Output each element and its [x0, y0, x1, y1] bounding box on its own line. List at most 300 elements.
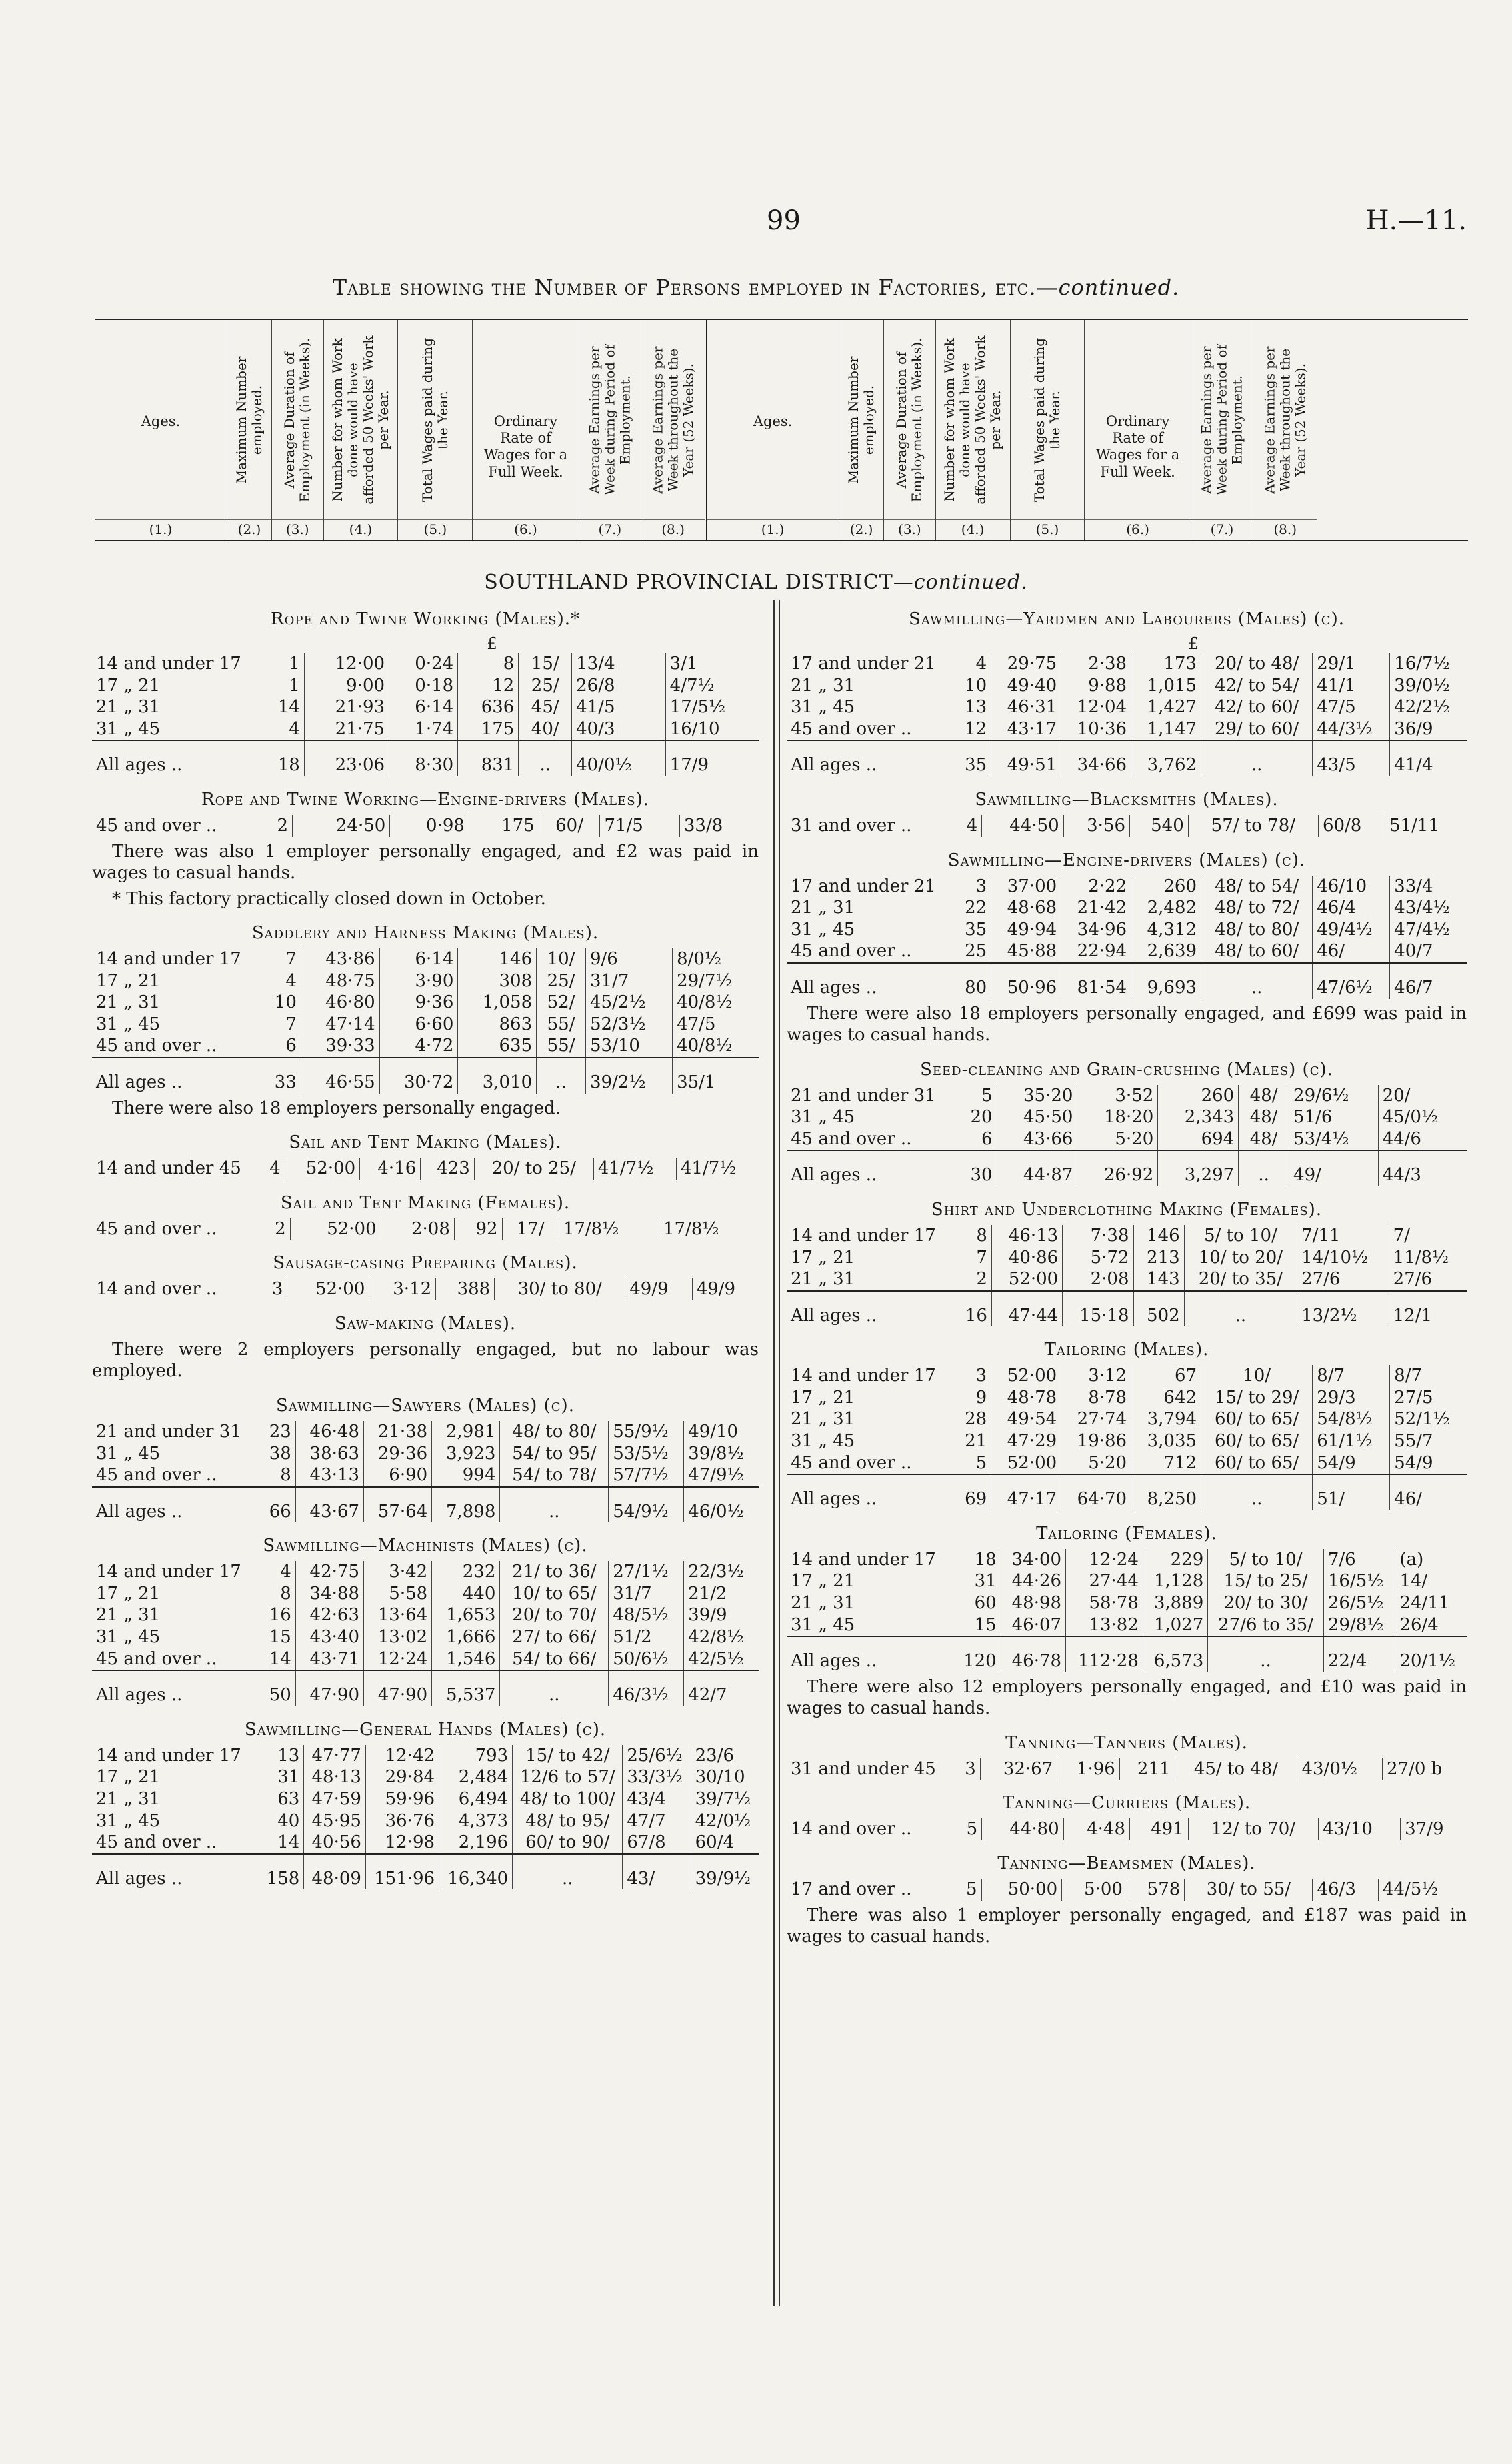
table-row: [787, 1879, 1467, 1901]
table-cell: 17 and under 21: [791, 654, 936, 674]
district-heading: [0, 571, 1512, 594]
table-cell: 17 „ 21: [96, 1767, 161, 1788]
table-cell: 8·78: [1061, 1387, 1131, 1409]
table-cell: 51/2: [609, 1626, 684, 1648]
table-cell: 7: [260, 1014, 301, 1036]
table-cell: 1,147: [1131, 718, 1201, 741]
table-cell: 40·56: [304, 1832, 366, 1854]
table-cell: 6: [955, 1128, 997, 1151]
table-cell: 4: [955, 815, 982, 837]
table-cell: 2,981: [432, 1421, 500, 1443]
table-cell: 30: [955, 1150, 997, 1186]
table-cell: 4·72: [379, 1035, 458, 1058]
table-cell: 40/8½: [677, 1036, 733, 1056]
table-cell: 16: [260, 1604, 295, 1626]
table-cell: 49·54: [991, 1408, 1061, 1430]
table-cell: 39/8½: [688, 1443, 744, 1464]
table-cell: 14 and under 17: [791, 1366, 936, 1386]
column-header-number: (5.): [398, 519, 472, 537]
table-cell: 15·18: [1063, 1291, 1133, 1327]
table-cell: 43/4: [623, 1788, 691, 1810]
table-cell: 80: [955, 963, 991, 999]
section-title: Rope and Twine Working—Engine-drivers (Males).: [201, 789, 649, 810]
table-cell: 9,693: [1131, 963, 1201, 999]
table-cell: 47/6½: [1313, 963, 1390, 999]
table-cell: 211: [1119, 1758, 1175, 1780]
table-cell: 14/10½: [1297, 1247, 1389, 1269]
table-section: [92, 1536, 759, 1706]
column-header: [936, 320, 1011, 540]
table-cell: All ages ..: [96, 1501, 183, 1522]
column-header: [473, 320, 579, 540]
table-row: [787, 696, 1467, 718]
table-row: [787, 940, 1467, 963]
table-cell: 35: [955, 740, 991, 776]
table-row: [92, 1648, 759, 1671]
section-note: There were also 18 employers personally engaged, and £699 was paid in wages to casual hands.: [787, 1003, 1467, 1046]
table-cell: 60/8: [1318, 815, 1385, 837]
total-row: [787, 1474, 1467, 1510]
table-cell: 10/ to 65/: [500, 1583, 609, 1605]
data-table: [787, 1365, 1467, 1510]
table-cell: 60/ to 65/: [1201, 1452, 1313, 1475]
table-cell: 23/6: [695, 1745, 735, 1766]
table-cell: 49/9: [696, 1279, 736, 1300]
table-cell: 388: [436, 1278, 495, 1300]
main-title-suffix: continued.: [1058, 275, 1180, 300]
table-cell: 54/ to 66/: [500, 1648, 609, 1671]
table-cell: 21 „ 31: [791, 1593, 855, 1614]
table-cell: 17 and over ..: [791, 1879, 912, 1899]
table-cell: 42/7: [688, 1685, 727, 1706]
table-cell: 39/0½: [1394, 675, 1450, 696]
table-cell: 66: [260, 1487, 295, 1523]
table-cell: 31 and over ..: [791, 815, 912, 836]
table-cell: 26/8: [572, 675, 666, 697]
table-cell: 47/9½: [688, 1465, 744, 1486]
table-cell: 4: [260, 970, 301, 992]
table-cell: 24/11: [1399, 1593, 1450, 1614]
table-cell: 578: [1127, 1879, 1184, 1901]
table-cell: 2·38: [1061, 653, 1131, 675]
table-cell: 16,340: [439, 1854, 513, 1890]
table-cell: 20/ to 48/: [1201, 653, 1313, 675]
column-header-number: (2.): [839, 519, 883, 537]
table-cell: 47·90: [363, 1670, 431, 1706]
table-cell: 36/9: [1394, 718, 1433, 739]
table-cell: 12·00: [304, 653, 389, 675]
table-cell: 31 „ 45: [96, 718, 161, 739]
column-header-label: Total Wages paid during the Year.: [1031, 337, 1063, 503]
table-cell: 11/8½: [1393, 1247, 1449, 1268]
table-row: [787, 876, 1467, 898]
section-title: Tanning—Tanners (Males).: [1005, 1732, 1248, 1753]
table-cell: 42/2½: [1394, 697, 1450, 718]
table-cell: 10/: [537, 948, 586, 970]
table-cell: 13: [260, 1745, 304, 1767]
table-cell: 41/1: [1313, 675, 1390, 697]
table-cell: 12·04: [1061, 696, 1131, 718]
table-row: [92, 992, 759, 1014]
table-cell: 232: [432, 1561, 500, 1583]
table-cell: 64·70: [1061, 1474, 1131, 1510]
table-cell: 18: [955, 1549, 1001, 1571]
table-cell: 994: [432, 1464, 500, 1487]
table-cell: 8/0½: [677, 949, 722, 970]
table-cell: 2: [955, 1268, 991, 1291]
table-row: [787, 1592, 1467, 1614]
table-row: [92, 675, 759, 697]
table-cell: 22·94: [1061, 940, 1131, 963]
table-cell: 52·00: [287, 1278, 369, 1300]
table-cell: 69: [955, 1474, 991, 1510]
table-cell: 18: [260, 740, 304, 776]
table-cell: 2: [260, 815, 293, 837]
column-header: [398, 320, 473, 540]
table-cell: 53/4½: [1289, 1128, 1379, 1151]
column-header-label: Average Earnings per Week throughout the Year (52 Weeks).: [1261, 346, 1309, 494]
table-cell: 2,639: [1131, 940, 1201, 963]
table-cell: 3: [260, 1278, 287, 1300]
table-cell: 423: [421, 1158, 475, 1180]
section-title: Shirt and Underclothing Making (Females).: [931, 1199, 1323, 1220]
table-cell: 43·66: [997, 1128, 1077, 1151]
table-cell: 54/ to 78/: [500, 1464, 609, 1487]
table-cell: 146: [458, 948, 537, 970]
column-header-label: Average Earnings per Week throughout the Year (52 Weeks).: [649, 346, 697, 494]
table-cell: 16/5½: [1323, 1570, 1395, 1592]
table-cell: 17 „ 21: [791, 1571, 855, 1592]
table-cell: 3: [955, 1365, 991, 1387]
table-cell: 54/9: [1394, 1452, 1433, 1473]
table-cell: 5: [955, 1879, 981, 1901]
table-cell: 45 and over ..: [96, 1465, 217, 1486]
section-title: Tailoring (Males).: [1044, 1340, 1209, 1360]
table-cell: 4·16: [360, 1158, 421, 1180]
data-table: [787, 815, 1467, 837]
table-cell: 46·31: [991, 696, 1061, 718]
table-cell: 63: [260, 1788, 304, 1810]
table-cell: 46·55: [301, 1058, 379, 1094]
table-cell: 45 and over ..: [96, 1036, 217, 1056]
section-title: Sawmilling—Sawyers (Males) (c).: [276, 1395, 575, 1416]
table-cell: 1,427: [1131, 696, 1201, 718]
table-cell: 47·44: [991, 1291, 1062, 1327]
table-cell: 21/2: [688, 1583, 727, 1604]
table-cell: 31/7: [609, 1583, 684, 1605]
section-note: There were 2 employers personally engaged, but no labour was employed.: [92, 1339, 759, 1382]
table-cell: All ages ..: [791, 1165, 877, 1186]
table-cell: 20/: [1382, 1085, 1411, 1106]
table-cell: 20/ to 25/: [474, 1158, 593, 1180]
table-cell: 29/ to 60/: [1201, 718, 1313, 741]
table-cell: 34·96: [1061, 919, 1131, 941]
table-cell: 8: [458, 653, 519, 675]
table-cell: 47·17: [991, 1474, 1061, 1510]
table-cell: 29·75: [991, 653, 1061, 675]
table-cell: 49/4½: [1313, 919, 1390, 941]
table-cell: 8/7: [1394, 1366, 1422, 1386]
table-cell: 50·00: [981, 1879, 1062, 1901]
table-cell: 34·88: [295, 1583, 363, 1605]
table-cell: 4: [260, 718, 304, 741]
table-cell: 48/: [1239, 1128, 1289, 1151]
table-row: [92, 1745, 759, 1767]
table-cell: 27/1½: [609, 1561, 684, 1583]
table-cell: 12/1: [1393, 1305, 1432, 1326]
total-row: [92, 740, 759, 776]
table-row: [92, 1014, 759, 1036]
table-row: [787, 1387, 1467, 1409]
table-cell: 67: [1131, 1365, 1201, 1387]
total-row: [787, 1291, 1467, 1327]
table-cell: 54/ to 95/: [500, 1443, 609, 1465]
table-cell: 31 „ 45: [96, 1810, 161, 1831]
column-header-label: Ages.: [141, 413, 181, 429]
table-cell: 48·98: [1001, 1592, 1065, 1614]
table-cell: 173: [1131, 653, 1201, 675]
table-cell: 13·02: [363, 1626, 431, 1648]
table-cell: 175: [458, 718, 519, 741]
table-cell: 27/6 to 35/: [1208, 1614, 1324, 1637]
section-title: Sawmilling—Machinists (Males) (c).: [263, 1536, 588, 1556]
table-cell: 44/3: [1382, 1165, 1421, 1186]
table-row: [787, 1268, 1467, 1291]
table-cell: 60/ to 65/: [1201, 1430, 1313, 1452]
table-cell: 7·38: [1063, 1225, 1133, 1247]
data-table: [92, 1561, 759, 1706]
table-cell: 54/9: [1313, 1452, 1390, 1475]
table-cell: 635: [458, 1035, 537, 1058]
table-cell: 1,666: [432, 1626, 500, 1648]
table-cell: 4: [260, 1158, 285, 1180]
table-cell: 229: [1143, 1549, 1207, 1571]
section-title: Rope and Twine Working (Males).*: [271, 609, 580, 629]
table-cell: 17 „ 21: [96, 970, 161, 991]
table-cell: 17/9: [669, 755, 709, 776]
table-cell: 12·24: [363, 1648, 431, 1671]
table-section: [787, 1733, 1467, 1780]
table-cell: 60: [955, 1592, 1001, 1614]
data-table: [92, 1158, 759, 1180]
table-cell: 21 „ 31: [791, 1269, 855, 1290]
table-cell: 39/7½: [695, 1789, 751, 1810]
table-cell: 61/1½: [1313, 1430, 1390, 1452]
table-cell: 12: [955, 718, 991, 741]
table-cell: 5·20: [1061, 1452, 1131, 1475]
table-row: [787, 815, 1467, 837]
table-cell: 25/6½: [623, 1745, 691, 1767]
table-cell: 21 „ 31: [96, 992, 161, 1013]
table-cell: 31/7: [585, 970, 672, 992]
table-cell: 30/10: [695, 1767, 745, 1788]
column-header-number: (3.): [884, 519, 935, 537]
table-cell: 2,482: [1131, 897, 1201, 919]
table-cell: 45 and over ..: [96, 1218, 217, 1239]
table-cell: 6,494: [439, 1788, 513, 1810]
table-row: [92, 718, 759, 741]
table-cell: 2,196: [439, 1832, 513, 1854]
table-cell: 21 „ 31: [791, 898, 855, 918]
table-cell: ..: [1184, 1291, 1297, 1327]
section-note: There was also 1 employer personally engaged, and £187 was paid in wages to casual hands.: [787, 1905, 1467, 1947]
table-cell: 15/ to 29/: [1201, 1387, 1313, 1409]
table-cell: 34·66: [1061, 740, 1131, 776]
table-section: [92, 1720, 759, 1890]
right-column: [787, 600, 1467, 1961]
table-section: [92, 1396, 759, 1522]
table-cell: 12: [458, 675, 519, 697]
table-cell: 48·78: [991, 1387, 1061, 1409]
table-cell: All ages ..: [96, 755, 183, 776]
table-row: [92, 1158, 759, 1180]
table-cell: 831: [458, 740, 519, 776]
table-cell: 23·06: [304, 740, 389, 776]
table-cell: 29/7½: [677, 970, 733, 991]
table-cell: 71/5: [600, 815, 679, 837]
table-cell: 48·68: [991, 897, 1061, 919]
data-table: [787, 1225, 1467, 1326]
table-cell: 31 and under 45: [791, 1758, 936, 1779]
table-cell: 43/4½: [1394, 898, 1450, 918]
table-section: [787, 1340, 1467, 1510]
table-cell: 20/ to 30/: [1208, 1592, 1324, 1614]
column-header-label: Average Duration of Employment (in Weeks).: [893, 337, 925, 503]
table-cell: 17 „ 21: [791, 1387, 855, 1408]
table-cell: ..: [519, 740, 572, 776]
table-cell: 14 and under 17: [96, 1562, 241, 1582]
table-cell: 12/ to 70/: [1188, 1818, 1318, 1840]
column-header-label: Total Wages paid during the Year.: [419, 337, 451, 503]
column-header: [641, 320, 707, 540]
column-header-number: (2.): [227, 519, 271, 537]
table-cell: 43·40: [295, 1626, 363, 1648]
table-cell: 7/11: [1297, 1225, 1389, 1247]
table-cell: 42/0½: [695, 1810, 751, 1831]
table-row: [92, 1832, 759, 1854]
data-table: [787, 1879, 1467, 1901]
table-cell: 21 „ 31: [96, 697, 161, 718]
table-cell: 2·08: [1063, 1268, 1133, 1291]
table-cell: 21 „ 31: [96, 1605, 161, 1626]
table-cell: All ages ..: [791, 1651, 877, 1672]
table-cell: 213: [1133, 1247, 1184, 1269]
table-cell: 42/8½: [688, 1627, 744, 1648]
table-cell: 21 „ 31: [96, 1789, 161, 1810]
table-cell: 25/: [519, 675, 572, 697]
table-cell: 48/ to 95/: [513, 1810, 623, 1832]
table-cell: 40/3: [572, 718, 666, 741]
section-title: Sawmilling—Yardmen and Labourers (Males) (c).: [909, 609, 1345, 629]
table-cell: 47/7: [623, 1810, 691, 1832]
table-cell: 55/: [537, 1014, 586, 1036]
table-cell: 45 and over ..: [791, 941, 912, 962]
column-divider: [773, 600, 780, 2306]
table-cell: 46/4: [1313, 897, 1390, 919]
table-cell: 47/4½: [1394, 919, 1450, 940]
table-row: [787, 897, 1467, 919]
table-cell: 33/8: [683, 815, 723, 836]
table-cell: 52·00: [991, 1268, 1062, 1291]
table-cell: All ages ..: [96, 1072, 183, 1093]
table-cell: 158: [260, 1854, 304, 1890]
table-row: [92, 1788, 759, 1810]
table-cell: 54/9½: [609, 1487, 684, 1523]
table-cell: 31: [955, 1570, 1001, 1592]
table-cell: 43·67: [295, 1487, 363, 1523]
table-row: [787, 1614, 1467, 1637]
table-cell: 44·26: [1001, 1570, 1065, 1592]
table-cell: 44·50: [982, 815, 1064, 837]
table-cell: 21 and under 31: [96, 1421, 241, 1442]
table-cell: 60/: [539, 815, 600, 837]
table-cell: 48/ to 72/: [1201, 897, 1313, 919]
table-cell: 3·42: [363, 1561, 431, 1583]
table-cell: 14 and over ..: [96, 1279, 217, 1300]
column-header: [1011, 320, 1085, 540]
table-cell: 27/0 b: [1386, 1758, 1443, 1779]
table-row: [92, 1035, 759, 1058]
total-row: [787, 1150, 1467, 1186]
table-cell: 1,015: [1131, 675, 1201, 697]
pound-sign: £: [1188, 634, 1199, 653]
table-cell: 53/10: [585, 1035, 672, 1058]
table-cell: 60/ to 65/: [1201, 1408, 1313, 1430]
table-cell: 3·52: [1077, 1085, 1158, 1107]
table-cell: 6·90: [363, 1464, 431, 1487]
table-cell: 3,794: [1131, 1408, 1201, 1430]
table-cell: 120: [955, 1636, 1001, 1672]
table-cell: 22: [955, 897, 991, 919]
table-cell: 15: [955, 1614, 1001, 1637]
table-cell: 5·20: [1077, 1128, 1158, 1151]
table-cell: 46/: [1313, 940, 1390, 963]
table-cell: 17 „ 21: [96, 1583, 161, 1604]
table-cell: 642: [1131, 1387, 1201, 1409]
section-note: * This factory practically closed down in October.: [112, 888, 546, 909]
section-title: Tanning—Curriers (Males).: [1002, 1793, 1251, 1814]
table-cell: 42·63: [295, 1604, 363, 1626]
table-cell: 22/4: [1323, 1636, 1395, 1672]
table-cell: 14/: [1399, 1571, 1428, 1592]
table-cell: 45·88: [991, 940, 1061, 963]
column-header: [1191, 320, 1253, 540]
column-header: [1085, 320, 1191, 540]
table-cell: 46·07: [1001, 1614, 1065, 1637]
table-cell: 14 and under 45: [96, 1158, 241, 1179]
table-cell: 35/1: [677, 1072, 716, 1093]
table-cell: 48/: [1239, 1106, 1289, 1128]
table-cell: 41/4: [1394, 755, 1433, 776]
table-cell: 81·54: [1061, 963, 1131, 999]
table-cell: 52/3½: [585, 1014, 672, 1036]
table-cell: 52/1½: [1394, 1409, 1450, 1430]
table-cell: 26/5½: [1323, 1592, 1395, 1614]
table-cell: 1: [260, 653, 304, 675]
table-cell: 21·93: [304, 696, 389, 718]
table-cell: 50: [260, 1670, 295, 1706]
table-cell: 0·24: [389, 653, 458, 675]
table-cell: 3·90: [379, 970, 458, 992]
column-header: [839, 320, 884, 540]
table-cell: 31 „ 45: [96, 1014, 161, 1034]
table-row: [92, 1766, 759, 1788]
column-header-label: Average Earnings per Week during Period of Employment.: [1198, 345, 1245, 495]
table-cell: 57·64: [363, 1487, 431, 1523]
table-cell: 40/7: [1394, 941, 1433, 962]
section-note: There were also 18 employers personally engaged.: [112, 1098, 561, 1118]
column-header-number: (1.): [95, 519, 227, 537]
